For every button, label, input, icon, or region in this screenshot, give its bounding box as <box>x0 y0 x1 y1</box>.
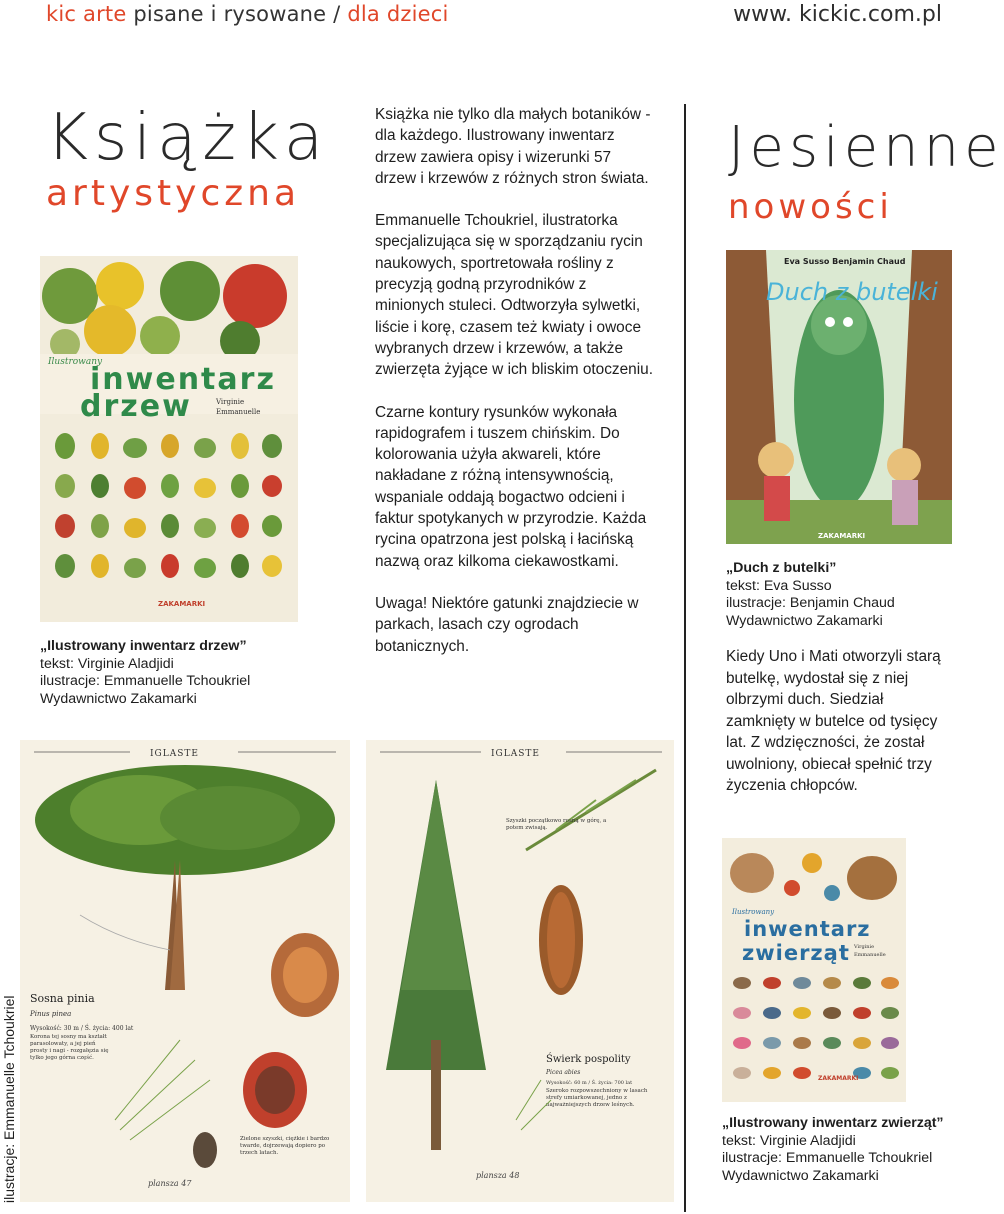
left-title-main: Książka <box>46 101 330 175</box>
book-cover-ghost <box>726 250 952 544</box>
plate-spruce-footer: plansza 48 <box>476 1171 520 1180</box>
article-para-2: Emmanuelle Tchoukriel, ilustratorka specjalizująca się w sporządzaniu rycin naukowych, sportretowała rośliny z precyzją godną przyrodników z minionych stuleci. Odtworzyła sylwetki, liście i korę, czasem też kwiaty i owoce wybranych drzew i krzewów, a także zwierzęta żyjące w ich bliskim otoczeniu. <box>375 212 653 379</box>
plate-pine-species: Sosna pinia <box>30 992 95 1005</box>
plate-pine-header: IGLASTE <box>150 749 199 759</box>
illustration-credit: ilustracje: Emmanuelle Tchoukriel <box>1 995 17 1203</box>
book-cover-animals <box>722 838 906 1102</box>
article-para-4: Uwaga! Niektóre gatunki znajdziecie w parkach, lasach czy ogrodach botanicznych. <box>375 594 639 655</box>
trees-cover-art <box>40 256 298 622</box>
ghost-caption-ill: ilustracje: Benjamin Chaud <box>726 595 895 611</box>
ghost-caption-text: tekst: Eva Susso <box>726 577 832 594</box>
ghost-caption-title: „Duch z butelki” <box>726 560 837 576</box>
plate-pine-size: Wysokość: 30 m / Ś. życia: 400 lat <box>30 1025 134 1032</box>
animals-caption-text: tekst: Virginie Aladjidi <box>722 1132 856 1149</box>
plate-spruce-size: Wysokość: 60 m / Ś. życia: 700 lat <box>546 1080 633 1086</box>
plate-spruce-latin: Picea abies <box>546 1069 581 1076</box>
animals-caption <box>722 1115 956 1185</box>
animals-cover-publisher: ZAKAMARKI <box>818 1075 859 1082</box>
animals-cover-author: Virginie <box>854 944 875 950</box>
ghost-cover-art <box>726 250 952 544</box>
animals-caption-publisher: Wydawnictwo Zakamarki <box>722 1167 879 1184</box>
plate-spruce-art <box>366 740 674 1202</box>
plate-pine-latin: Pinus pinea <box>30 1010 72 1018</box>
column-divider <box>684 104 686 1212</box>
trees-caption-ill: ilustracje: Emmanuelle Tchoukriel <box>40 673 251 689</box>
plate-pine-art <box>20 740 350 1202</box>
left-title-sub: artystyczna <box>46 173 301 214</box>
trees-caption-text: tekst: Virginie Aladjidi <box>40 655 174 672</box>
trees-cover-line1: inwentarz <box>90 362 276 397</box>
brand-tagline: pisane i rysowane / <box>133 2 341 26</box>
section-name: dla dzieci <box>347 2 449 26</box>
article-para-1: Książka nie tylko dla małych botaników - dla każdego. Ilustrowany inwentarz drzew zawiera opisy i wizerunki 57 drzew i krzewów z różnych stron świata. <box>375 106 651 187</box>
trees-cover-illustrator: Emmanuelle <box>216 408 261 416</box>
brand-name: kic arte <box>46 2 127 26</box>
plate-pine-desc: Korona tej sosny ma kształt parasolowaty, a jej pień prosty i nagi - rozgałęzia się tylko jego górna część. <box>30 1034 109 1061</box>
book-cover-trees <box>40 256 298 622</box>
ghost-caption <box>726 560 956 630</box>
trees-cover-series: Ilustrowany <box>48 357 103 367</box>
trees-cover-author: Virginie <box>216 398 245 406</box>
right-title-main: Jesienne <box>728 115 1004 180</box>
website-link[interactable]: www. kickic.com.pl <box>733 2 942 27</box>
plate-spruce-note: Szyszki początkowo rosną w górę, a potem zwisają. <box>506 818 607 831</box>
plate-spruce-desc: Szeroko rozpowszechniony w lasach strefy umiarkowanej, jedno z najważniejszych drzew leśnych. <box>546 1088 648 1108</box>
ghost-cover-publisher: ZAKAMARKI <box>818 532 866 540</box>
plate-spruce-species: Świerk pospolity <box>546 1054 631 1065</box>
animals-caption-title: „Ilustrowany inwentarz zwierząt” <box>722 1115 944 1131</box>
trees-cover-publisher: ZAKAMARKI <box>158 600 206 608</box>
plate-pine-footer: plansza 47 <box>148 1179 192 1188</box>
article-body <box>375 104 655 678</box>
trees-caption <box>40 638 320 708</box>
animals-cover-series: Ilustrowany <box>732 908 775 916</box>
plate-pine-cone-note: Zielone szyszki, ciężkie i bardzo twarde, dojrzewają dopiero po trzech latach. <box>240 1136 330 1156</box>
ghost-cover-authors: Eva Susso Benjamin Chaud <box>784 257 906 266</box>
plate-pine <box>20 740 350 1202</box>
ghost-blurb: Kiedy Uno i Mati otworzyli starą butelkę, wydostał się z niej olbrzymi duch. Siedział zamknięty w butelce od tysięcy lat. Z wdzięczności, że został uwolniony, obiecał spełnić trzy życzenia chłopców. <box>726 648 941 794</box>
plate-spruce <box>366 740 674 1202</box>
ghost-cover-title: Duch z butelki <box>766 278 938 306</box>
article-para-3: Czarne kontury rysunków wykonała rapidografem i tuszem chińskim. Do kolorowania użyła akwareli, które nakładane z różną intensywnością, wspaniale oddają bogactwo odcieni i faktur spotykanych w przyrodzie. Każda rycina opatrzona jest polską i łacińską nazwą oraz kilkoma ciekawostkami. <box>375 403 647 570</box>
animals-cover-art <box>722 838 906 1102</box>
trees-cover-line2: drzew <box>80 389 192 424</box>
trees-caption-publisher: Wydawnictwo Zakamarki <box>40 690 197 707</box>
plate-spruce-header: IGLASTE <box>491 749 540 759</box>
animals-cover-illustrator: Emmanuelle <box>854 952 886 958</box>
right-title-sub: nowości <box>728 187 893 227</box>
trees-caption-title: „Ilustrowany inwentarz drzew” <box>40 638 247 654</box>
header-brand-line <box>46 2 449 26</box>
ghost-caption-publisher: Wydawnictwo Zakamarki <box>726 612 883 629</box>
animals-cover-line1: inwentarz <box>744 917 871 941</box>
animals-cover-line2: zwierząt <box>742 941 850 965</box>
animals-caption-ill: ilustracje: Emmanuelle Tchoukriel <box>722 1150 933 1166</box>
